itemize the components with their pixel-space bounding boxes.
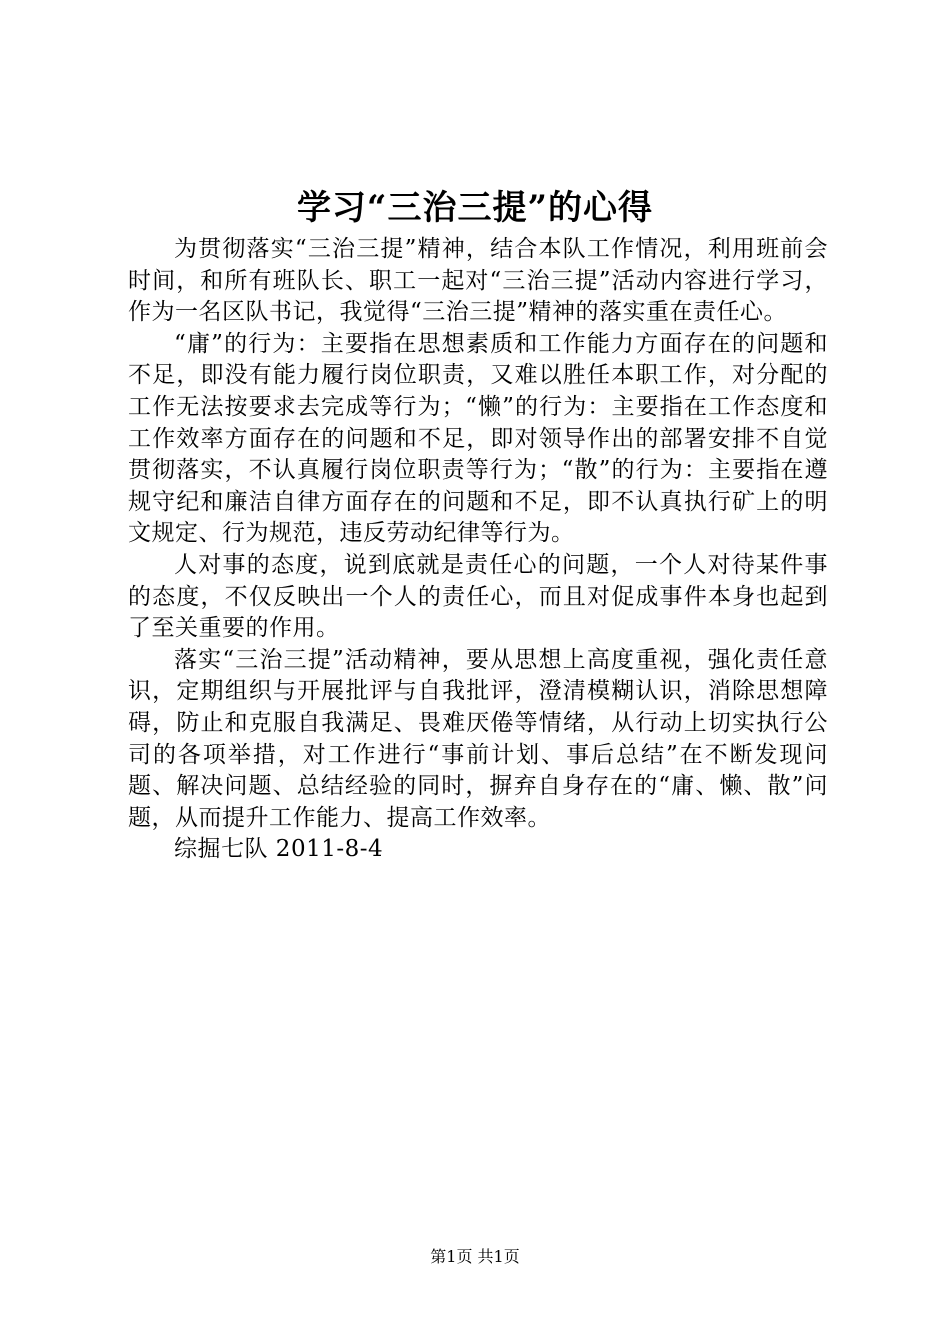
page-number: 第1页 共1页 xyxy=(430,1247,520,1266)
paragraph-behaviors: “庸”的行为：主要指在思想素质和工作能力方面存在的问题和不足，即没有能力履行岗位职责，又难以胜任本职工作，对分配的工作无法按要求去完成等行为；“懒”的行为：主要指在工作态度和工作效率方面存在的问题和不足，即对领导作出的部署安排不自觉贯彻落实，不认真履行岗位职责等行为；“散”的行为：主要指在遵规守纪和廉洁自律方面存在的问题和不足，即不认真执行矿上的明文规定、行为规范，违反劳动纪律等行为。 xyxy=(128,330,828,547)
signature-line: 综掘七队 2011-8-4 xyxy=(174,836,384,863)
paragraph-implementation: 落实“三治三提”活动精神，要从思想上高度重视，强化责任意识，定期组织与开展批评与自我批评，澄清模糊认识，消除思想障碍，防止和克服自我满足、畏难厌倦等情绪，从行动上切实执行公司的各项举措，对工作进行“事前计划、事后总结”在不断发现问题、解决问题、总结经验的同时，摒弃自身存在的“庸、懒、散”问题，从而提升工作能力、提高工作效率。 xyxy=(128,646,828,831)
paragraph-attitude: 人对事的态度，说到底就是责任心的问题，一个人对待某件事的态度，不仅反映出一个人的责任心，而且对促成事件本身也起到了至关重要的作用。 xyxy=(128,551,828,642)
paragraph-intro: 为贯彻落实“三治三提”精神，结合本队工作情况，利用班前会时间，和所有班队长、职工一起对“三治三提”活动内容进行学习，作为一名区队书记，我觉得“三治三提”精神的落实重在责任心。 xyxy=(128,236,828,326)
document-body xyxy=(128,234,828,866)
document-title: 学习“三治三提”的心得 xyxy=(296,188,654,228)
